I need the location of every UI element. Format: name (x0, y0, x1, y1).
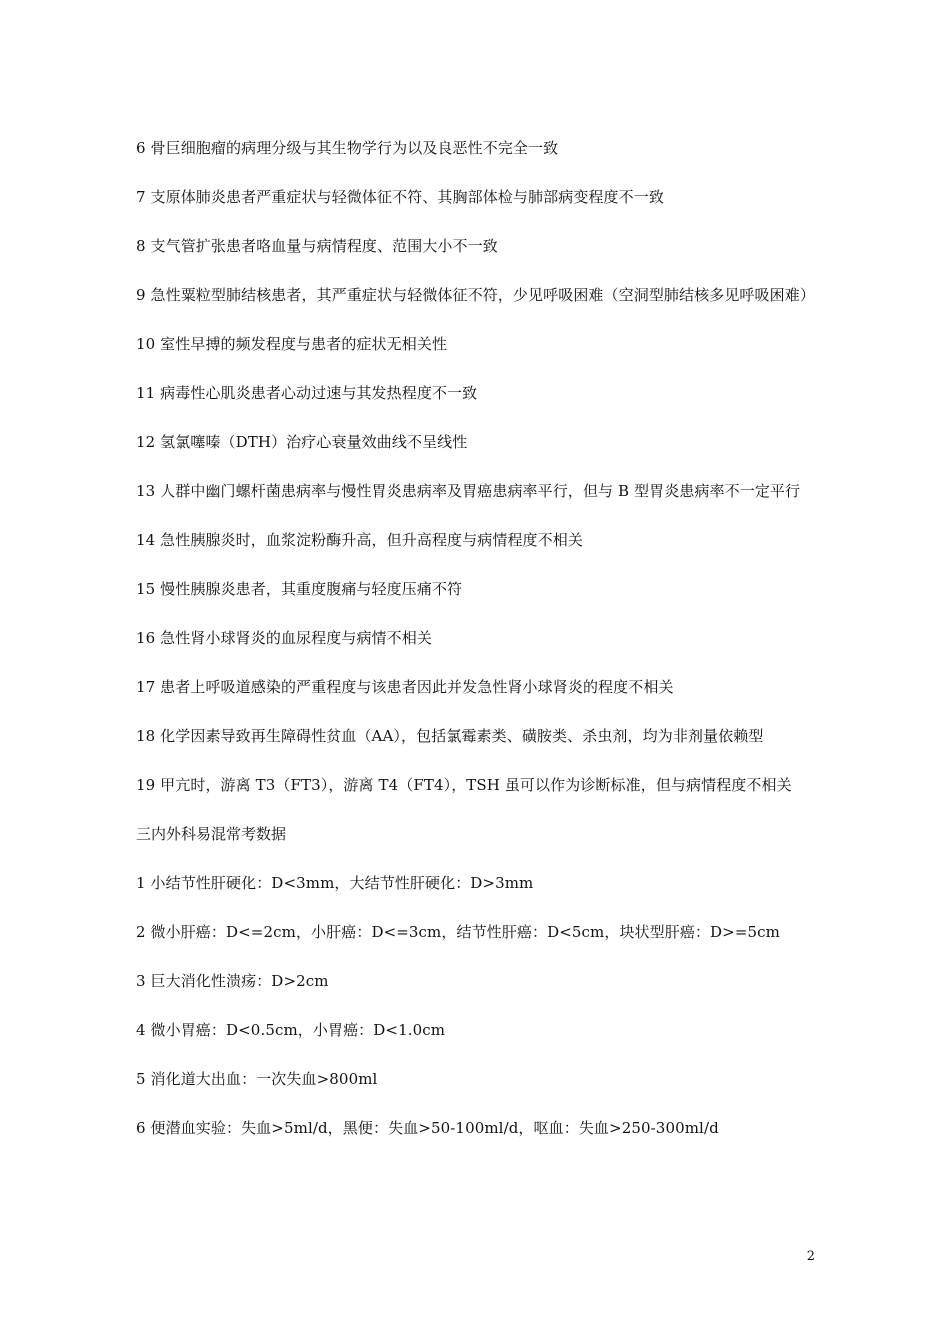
data-list-item: 6 便潜血实验：失血>5ml/d，黑便：失血>50-100ml/d，呕血：失血>250-300ml/d (136, 1119, 719, 1137)
list-item: 18 化学因素导致再生障碍性贫血（AA），包括氯霉素类、磺胺类、杀虫剂，均为非剂量依赖型 (136, 727, 764, 745)
data-list-item: 1 小结节性肝硬化：D<3mm，大结节性肝硬化：D>3mm (136, 874, 534, 892)
list-item: 16 急性肾小球肾炎的血尿程度与病情不相关 (136, 629, 432, 647)
page-content (136, 136, 820, 1165)
list-item: 8 支气管扩张患者咯血量与病情程度、范围大小不一致 (136, 237, 498, 255)
data-list-item: 2 微小肝癌：D<=2cm，小肝癌：D<=3cm，结节性肝癌：D<5cm，块状型肝癌：D>=5cm (136, 923, 780, 941)
list-item: 10 室性早搏的频发程度与患者的症状无相关性 (136, 335, 448, 353)
data-list-item: 3 巨大消化性溃疡：D>2cm (136, 972, 329, 990)
list-item: 15 慢性胰腺炎患者，其重度腹痛与轻度压痛不符 (136, 580, 463, 598)
section-heading: 三内外科易混常考数据 (136, 825, 287, 843)
data-list-item: 4 微小胃癌：D<0.5cm，小胃癌：D<1.0cm (136, 1021, 446, 1039)
page-number: 2 (806, 1249, 815, 1264)
list-item: 17 患者上呼吸道感染的严重程度与该患者因此并发急性肾小球肾炎的程度不相关 (136, 678, 674, 696)
list-item: 19 甲亢时，游离 T3（FT3），游离 T4（FT4），TSH 虽可以作为诊断标准，但与病情程度不相关 (136, 776, 792, 794)
list-item: 9 急性粟粒型肺结核患者，其严重症状与轻微体征不符，少见呼吸困难（空洞型肺结核多见呼吸困难） (136, 286, 815, 304)
list-item: 12 氢氯噻嗪（DTH）治疗心衰量效曲线不呈线性 (136, 433, 468, 451)
list-item: 13 人群中幽门螺杆菌患病率与慢性胃炎患病率及胃癌患病率平行，但与 B 型胃炎患病率不一定平行 (136, 482, 801, 500)
list-item: 11 病毒性心肌炎患者心动过速与其发热程度不一致 (136, 384, 478, 402)
list-item: 7 支原体肺炎患者严重症状与轻微体征不符、其胸部体检与肺部病变程度不一致 (136, 188, 664, 206)
list-item: 6 骨巨细胞瘤的病理分级与其生物学行为以及良恶性不完全一致 (136, 139, 559, 157)
list-item: 14 急性胰腺炎时，血浆淀粉酶升高，但升高程度与病情程度不相关 (136, 531, 583, 549)
data-list-item: 5 消化道大出血：一次失血>800ml (136, 1070, 378, 1088)
